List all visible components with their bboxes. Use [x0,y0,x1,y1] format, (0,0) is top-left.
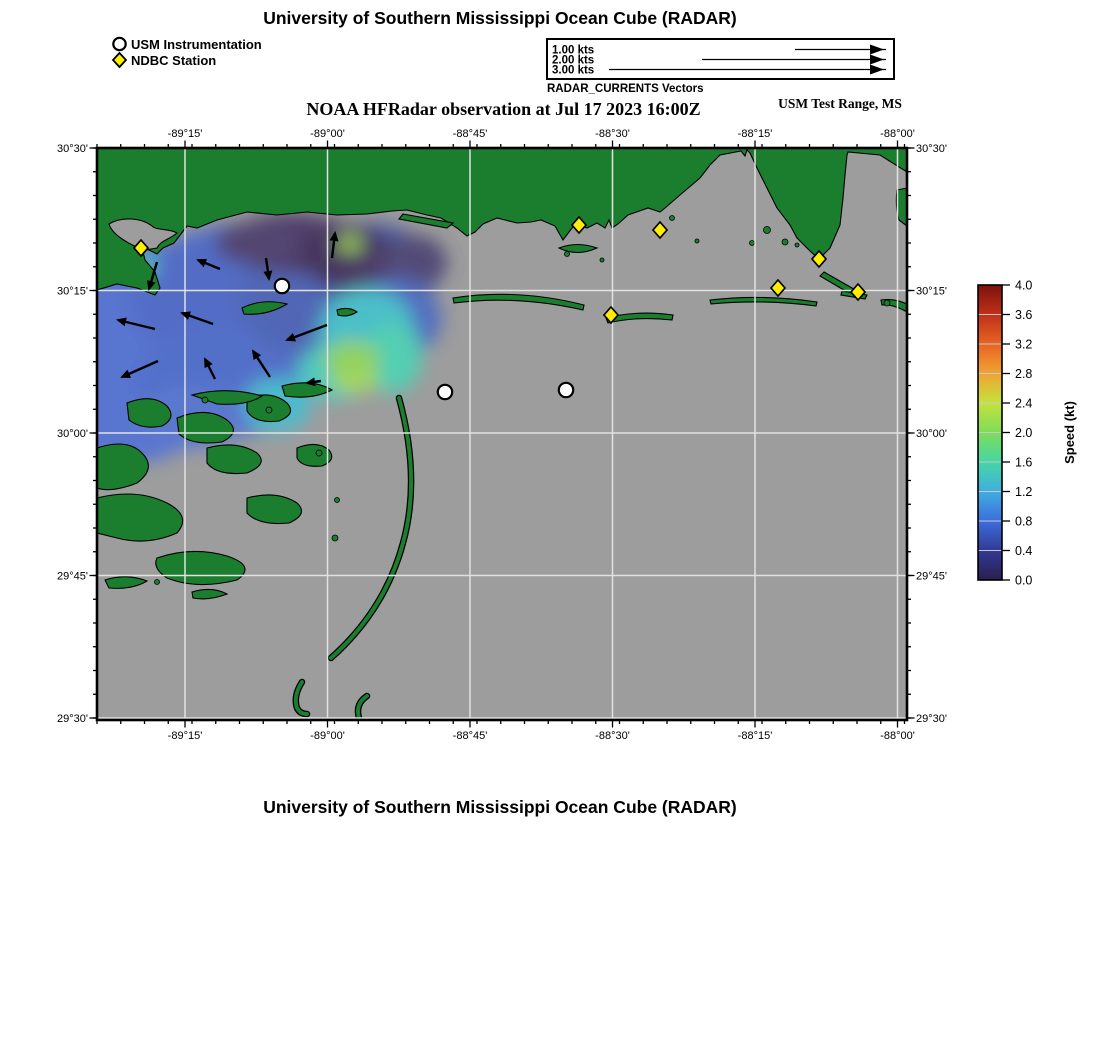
legend-label-usm: USM Instrumentation [131,36,262,52]
svg-text:30°15': 30°15' [916,285,947,298]
svg-text:-88°45': -88°45' [452,128,488,140]
colorbar-tick-label: 0.4 [1015,544,1033,558]
colorbar-axis-label: Speed (kt) [1062,401,1077,464]
vector-scale-entry: 2.00 kts [552,54,595,67]
svg-text:-88°00': -88°00' [880,730,915,742]
vector-scale-caption: RADAR_CURRENTS Vectors [547,83,704,95]
svg-text:-88°45': -88°45' [452,730,488,742]
svg-text:29°45': 29°45' [57,570,88,583]
svg-text:-88°30': -88°30' [595,730,630,742]
svg-text:30°30': 30°30' [916,143,947,155]
bottom-title: University of Southern Mississippi Ocean Cube (RADAR) [263,797,737,817]
svg-text:30°30': 30°30' [57,143,88,155]
map-canvas [57,128,947,742]
colorbar-tick-label: 1.6 [1015,455,1033,470]
vector-scale-box [546,38,895,80]
svg-text:-89°00': -89°00' [310,730,345,742]
range-label: USM Test Range, MS [778,96,902,111]
svg-text:-89°15': -89°15' [167,730,203,742]
legend-item-ndbc [111,52,262,68]
vector-scale-arrows [548,40,893,78]
usm-circle-icon [111,36,128,52]
colorbar-tick-label: 4.0 [1015,278,1033,293]
svg-text:30°00': 30°00' [57,428,88,440]
ndbc-diamond-icon [111,52,128,68]
usm-instrument-marker [438,385,452,399]
legend-label-ndbc: NDBC Station [131,52,217,68]
observation-subtitle: NOAA HFRadar observation at Jul 17 2023 16:00Z [306,99,701,119]
colorbar-tick-label: 0.8 [1015,514,1033,529]
colorbar-tick-label: 0.0 [1015,573,1033,588]
speed-colorbar [958,272,1100,602]
colorbar-tick-label: 2.0 [1015,426,1033,440]
usm-instrument-marker [559,383,573,397]
svg-text:30°15': 30°15' [57,285,88,298]
svg-text:-89°00': -89°00' [310,128,345,140]
svg-text:-88°15': -88°15' [737,730,773,742]
svg-text:29°30': 29°30' [57,713,88,725]
colorbar-tick-label: 3.2 [1015,337,1033,352]
colorbar-tick-label: 3.6 [1015,308,1033,322]
svg-text:29°45': 29°45' [916,570,947,583]
svg-text:-88°00': -88°00' [880,128,915,140]
vector-scale-entry: 3.00 kts [552,64,595,77]
svg-text:30°00': 30°00' [916,428,947,440]
usm-instrument-marker [275,279,289,293]
vector-scale-entry: 1.00 kts [552,44,595,57]
legend-item-usm [111,36,262,52]
colorbar-tick-label: 2.8 [1015,367,1033,381]
top-title: University of Southern Mississippi Ocean Cube (RADAR) [263,8,737,28]
marker-legend [111,36,262,68]
svg-text:-89°15': -89°15' [167,128,203,140]
colorbar-tick-label: 1.2 [1015,485,1033,499]
svg-text:-88°15': -88°15' [737,128,773,140]
svg-text:29°30': 29°30' [916,713,947,725]
colorbar-tick-label: 2.4 [1015,396,1033,411]
svg-text:-88°30': -88°30' [595,128,630,140]
